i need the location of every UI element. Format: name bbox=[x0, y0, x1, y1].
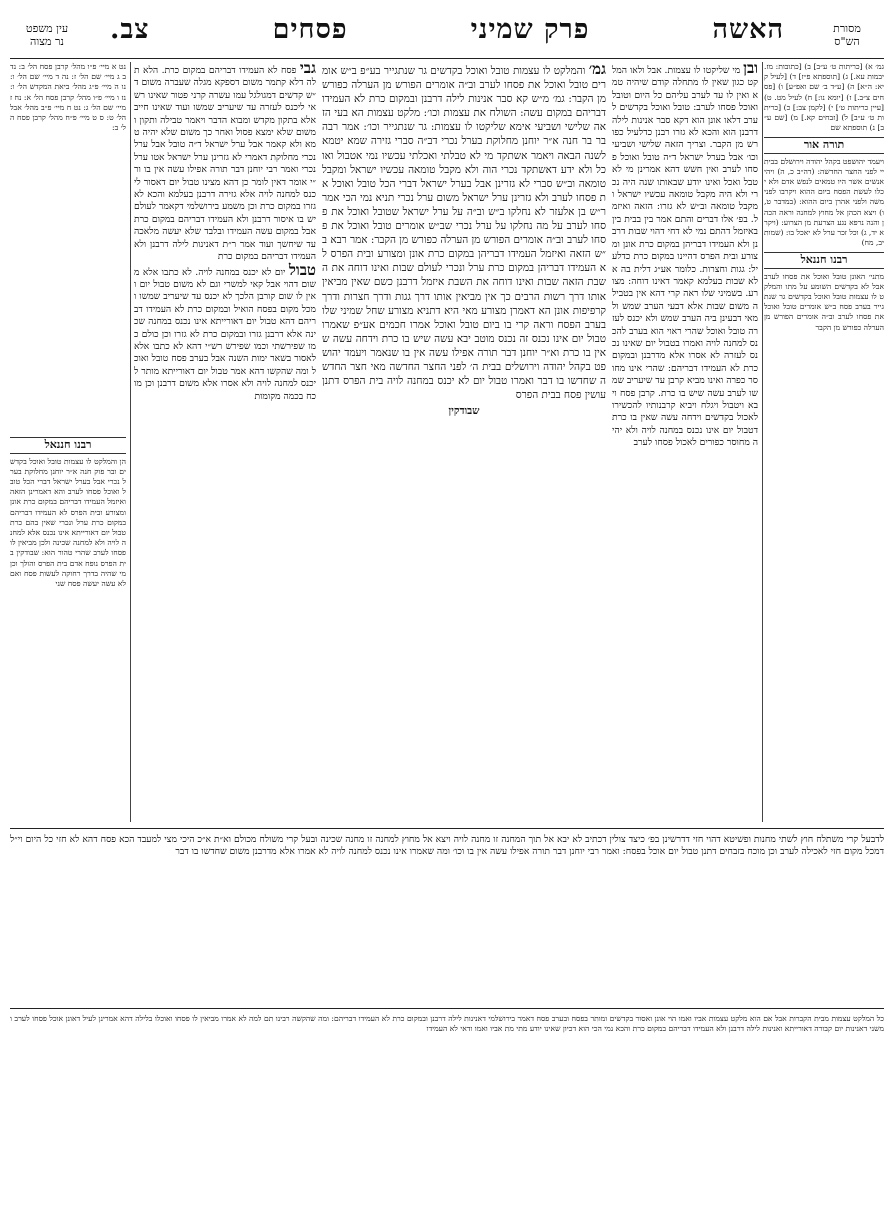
rashi-column bbox=[612, 62, 758, 822]
page-header bbox=[10, 8, 884, 56]
left-margin bbox=[10, 62, 126, 822]
tractate-name: פסחים bbox=[272, 14, 348, 45]
torah-or-title: תורה אור bbox=[764, 137, 884, 153]
mesoret-hashas-entries: גמ׳ א) [כריתות ט׳ ע״ב] ב) [כתובות: מז. יבמות עא.] ג) [תוספתא פ״ז] ד) [לעיל קיא: ה״א] ה) [ע״ד ב׳ שם ואפ״ע] ו) [פסחים צ״ב.] ז) [יומא נו:] ח) לעיל מט. ט) [עיין כריתות ט׳] י) [לקמן צב:] כ) [כריתות ט׳ ע״ב] ל) [זבחים קא.] מ) [שם ע״ב] נ) תוספתא שם bbox=[764, 62, 884, 133]
mesoret-hashas-label: מסורת הש"ס bbox=[833, 22, 861, 48]
folio-number: צב. bbox=[110, 14, 150, 45]
bottom-notes-1: לדבעל קרי משתלח חוץ לשתי מחנות ופשיטא דהוי חזי דדרשינן בפ׳ כיצד צולין דכתיב לא יבא אל תוך המחנה זו מחנה לויה ויצא אל מחוץ למחנה זו מחנה שכינה ובעל קרי משולח מכולם וא״ת א״כ היכי מצי למעבד הכא פסח דהא לא חזי כל היום וי״ל דמכל מקום חזי לאכילה לערב וכן מוכח בזבחים דתנן טבול יום אוכל בפסח: ואמר רבי יוחנן דבר תורה אפילו עשה אין בו וכו׳ ומה שאמרו אינו נכנס למחנה לויה לא אמרו אלא מדרבנן משום שחדשו בו דבר bbox=[10, 834, 884, 858]
torah-or-body: ויעמד יהושפט בקהל יהודה וירושלם בבית יי לפני החצר החדשה: (דה״ב כ, ה) ויהי אנשים אשר היו טמאים לנפש אדם ולא יכלו לעשת הפסח ביום ההוא ויקרבו לפני משה ולפני אהרן ביום ההוא: (במדבר ט, ו) ויצא הכהן אל מחוץ למחנה וראה הכהן והנה נרפא נגע הצרעת מן הצרוע: (ויקרא יד, ג) וכל זכר ערל לא יאכל בו: (שמות יב, מח) bbox=[764, 156, 884, 248]
rashi-opener: ובן bbox=[743, 62, 758, 77]
gemara-catchword: שבודקין bbox=[448, 405, 480, 418]
chapter-title: האשה bbox=[712, 14, 784, 45]
tosafot-opener-2: טבול bbox=[288, 260, 316, 279]
header-rule bbox=[10, 58, 884, 59]
running-head bbox=[110, 14, 784, 45]
ein-mishpat-entries: נט א מיי׳ פ״ו מהל׳ קרבן פסח הל׳ ב: נד ב ג מיי׳ שם הל׳ ז: נה ד מיי׳ שם הל׳ ו: נו ה מיי׳ פ״ג מהל׳ ביאת המקדש הל׳ ו: נז ו מיי׳ פ״ו מהל׳ קרבן פסח הל׳ א: נח ז מיי׳ שם הל׳ ג: נט ח מיי׳ פ״ב מהל׳ אבל הל׳ ט: ס ט מיי׳ פ״ח מהל׳ קרבן פסח הל׳ ב: bbox=[10, 62, 126, 133]
bottom-rule bbox=[10, 828, 884, 829]
right-rabbenu-title: רבנו חננאל bbox=[764, 252, 884, 268]
bottom-notes-2: כל המלקט עצמות מבית הקברות אבל אם הוא מלקט עצמות אביו ואמו הוי אונן ואסור בקדשים ומותר בפסח ובערב פסח דאמר בירושלמי דאנינות לילה דרבנן ובמקום כרת לא העמידו דבריהם: ומה שהקשה רבינו תם למה לא אמרו מביאין לו פסחו ואוכלו בלילה דהא אמרינן לעיל דאונן אוכל פסחו לערב ומשני דאנינות יום קבורה דאורייתא ואנינות לילה דרבנן ולא העמידו דבריהם במקום כרת והכא נמי הכי הוא דכיון שאינו יודע מתי מת אביו ואמו ודאי לא העמידו bbox=[10, 1014, 884, 1034]
tosafot-column bbox=[134, 62, 316, 822]
rabbenu-chananel-body: הן והמלקט לו עצמות טובל ואוכל בקדשים ובר פוק חנה א״ר יוחנן מחלוקת בערל נכרי אבל בערל ישראל דברי הכל טובל ואוכל פסחו לערב והא דאמרינן הזאה ואיזמל העמידו דבריהם במקום כרת אונן ומצורע ובית הפרס לא העמידו דבריהם במקום כרת ערל ונכרי שאין בהם כרת טבול יום דאורייתא אינו נכנס אלא למחנה לויה ולא למחנה שכינה ולכן מביאין לו פסחו לערב שהרי טהור הוא: שבודקין בית הפרס נופח אדם בית הפרס והולך וכן מי שהיה בדרך רחוקה לעשות פסח ואם לא עשה יעשה פסח שני bbox=[10, 456, 126, 589]
tosafot-opener: גבי bbox=[299, 62, 316, 77]
rashi-body: מי שליקטו לו עצמות. אבל ולאו המלקט כגון שאין לו מתחלה קודם שיהיה טמא ואין לו עד לערב עליהם כל היום וטובל ואוכל פסחו לערב: טובל ואוכל בקדשים לערב דלאו אונן הוא דקא סבר אנינות לילה דרבנן הוא והכא לא גזרו רבנן כדלעיל כפורש מן הקבר. וצריך הזאה שלישי ושביעי וכו׳ אבל בערל ישראל ד״ה טובל ואוכל פסחו לערב ואין חשש דהא אמרינן מי לא טבל ואכל ואינו יודע שבאותו שנה היה נכרי ולא היה מקבל טומאה עכשיו ישראל ומקבל טומאה וב״ש לא גזרו: הזאה ואיזמל. בפ׳ אלו דברים והתם אמר בין בבית בין באיזמל דהתם נמי לא דחי דהוי שבות דרבנן ולא העמידו דבריהן במקום כרת אונן ומצורע ובית הפרס דהיינו במקום כרת כדלעיל: גגות וחצרות. כלומר אע״ג דלית בה אלא שבות בעלמא קאמר דאינו דוחה: מצורע. בשמיני שלו ראה קרי דהא אין בטבילה משום שבות אלא דבעי הערב שמש ולמאי דבעינן ביה הערב שמש ולא יכנס לעזרה טובל ואוכל שהרי ראוי הוא בערב להכנס למחנה לויה ואמרו בטבול יום שאינו נכנס לעזרה לא אסרו אלא מדרבנן ובמקום כרת לא העמידו דבריהם: שהרי אינו מחוסר כפרה ואינו מביא קרבן עד שיעריב שמשו לערב עשה שיש בו כרת. קרבן פסח ויבא ויטבול ויגלח ויביא קרבנותיו להכשירו לאכול בקדשים וידחה עשה שאין בו כרת דטבול יום אינו נכנס במחנה לויה ולא יהיה מחוסר כפורים לאכול פסחו לערב bbox=[612, 65, 758, 449]
bottom-rule-2 bbox=[10, 1008, 884, 1009]
gemara-opener: גמ׳ bbox=[588, 62, 606, 78]
gemara-body: והמלקט לו עצמות טובל ואוכל בקדשים גר שנתגייר בע״פ ב״ש אומרים טובל ואוכל את פסחו לערב וב״ה אומרים הפורש מן הערלה כפורש מן הקבר: גמ׳ מ״ש קא סבר אנינות לילה דרבנן ובמקום כרת לא העמידו דבריהם במקום עשה: השולח את עצמות וכו׳: מלקט עצמות הא בעי הזאה שלישי ושביעי אימא שליקטו לו עצמות: גר שנתגייר וכו׳: אמר רבה בר בר חנה א״ר יוחנן מחלוקת בערל נכרי דב״ה סברי גזירה שמא יטמא לשנה הבאה ויאמר אשתקד מי לא טבלתי ואכלתי עכשיו נמי אטבול ואוכל ולא ידע דאשתקד נכרי הוה ולא מקבל טומאה עכשיו ישראל ומקבל טומאה וב״ש סברי לא גזרינן אבל בערל ישראל דברי הכל טובל ואוכל את פסחו לערב ולא גזרינן ערל ישראל משום ערל נכרי תניא נמי הכי אמר ר״ש בן אלעזר לא נחלקו ב״ש וב״ה על ערל ישראל שטובל ואוכל את פסחו לערב על מה נחלקו על ערל נכרי שב״ש אומרים טובל ואוכל את פסחו לערב וב״ה אומרים הפורש מן הערלה כפורש מן הקבר: אמר רבא ב״ש הזאה ואיזמל העמידו דבריהן במקום כרת אונן ומצורע ובית הפרס לא העמידו דבריהן במקום כרת ערל ונכרי לעולם שבות ואינו דוחה את השבת הזאה שבות ואינו דוחה את השבת איזמל דרבנן כשם שאין מביאין אותו דרך רשות הרבים כך אין מביאין אותו דרך גגות ודרך חצרות ודרך קרפיפות אונן הא דאמרן מצורע מאי היא דתניא מצורע שחל שמיני שלו בערב הפסח וראה קרי בו ביום טובל ואוכל אמרו חכמים אע״פ שאמרו טבול יום אינו נכנס זה נכנס מוטב יבא עשה שיש בו כרת וידחה עשה שאין בו כרת וא״ר יוחנן דבר תורה אפילו עשה אין בו שנאמר ויעמד יהושפט בקהל יהודה וירושלים בבית ה׳ לפני החצר החדשה מאי חצר החדשה שחדשו בו דבר ואמרו טבול יום לא יכנס במחנה לויה בית הפרס דתנן עושין פסח בבית הפרס bbox=[322, 65, 606, 402]
rabbenu-chananel-title: רבנו חננאל bbox=[10, 437, 126, 453]
chapter-number: פרק שמיני bbox=[470, 14, 590, 45]
tosafot-body: פסח לא העמידו דבריהם במקום כרת. הלא תלה דלא קתמר משום דספקא מגלה שעברה משום ד״ש קדשים דמגולגל עמו עשרה קרני פטור שאינו רשאי ליכנס לעזרה עד שיעריב שמשו ועוד שאינו חייב אלא בתקון מקדש ומבוא הדבר ויאמר טבילה ותקון ומשום שלא ימצא פסול ואחר כך משום שלא יהיה טמא ולא קאמר אבל ערל ישראל ד״ה טובל אבל ערל נכרי מחלוקת דאמרי לא גזרינן ערל ישראל אטו ערל נכרי ואמר רבי יוחנן דבר תורה אפילו עשה אין בו ור״י אומר דאין לומר כן דהא מצינו טבול יום דאסור ליכנס למחנה לויה אלא גזירה דרבנן בעלמא והכא לא גזרו במקום כרת וכן משמע בירושלמי דקאמר לעולם יש בו איסור דרבנן ולא העמידו דבריהם במקום כרת אבל במקום עשה העמידו ובלבד שלא יעשה מלאכה עד שיחשך ועוד אמר ר״ת דאנינות לילה דרבנן ולא העמידו דבריהם במקום כרת bbox=[134, 65, 316, 263]
gemara-text bbox=[322, 62, 606, 822]
left-margin-divider bbox=[130, 62, 131, 822]
ein-mishpat-label: עין משפט נר מצוה bbox=[25, 22, 69, 48]
right-rabbenu-body: מתני׳ האונן טובל ואוכל את פסחו לערב אבל לא בקדשים השומע על מתו והמלקט לו עצמות טובל ואוכל בקדשים גר שנתגייר בערב פסח ב״ש אומרים טובל ואוכל את פסחו לערב וב״ה אומרים הפורש מן הערלה כפורש מן הקבר bbox=[764, 271, 884, 332]
right-margin bbox=[764, 62, 884, 822]
right-margin-divider bbox=[762, 62, 763, 822]
tosafot-body-2: יום לא יכנס במחנה לויה. לא כתבו אלא משום דהוי אבל קאי למשרי וגם לא משום טבול יום ואין לו שום קורבן הלכך לא יכנס עד שיעריב שמשו ומכל מקום בפסח הואיל ובמקום כרת לא העמידו דבריהם דהא טבול יום דאורייתא אינו נכנס במחנה שכינה אלא דרבנן גזרו ובמקום כרת לא גזרו וכן כולם כמו שפירשתי וכמו שפירש רש״י דהא לא כתבו אלא לאסור בשאר ימות השנה אבל בערב פסח טובל ואוכל ומה שהקשו דהא אמר טבול יום דאורייתא מותר ליכנס למחנה לויה ולא אסרו אלא משום דרבנן וכן מוכח בכמה מקומות bbox=[134, 266, 316, 402]
